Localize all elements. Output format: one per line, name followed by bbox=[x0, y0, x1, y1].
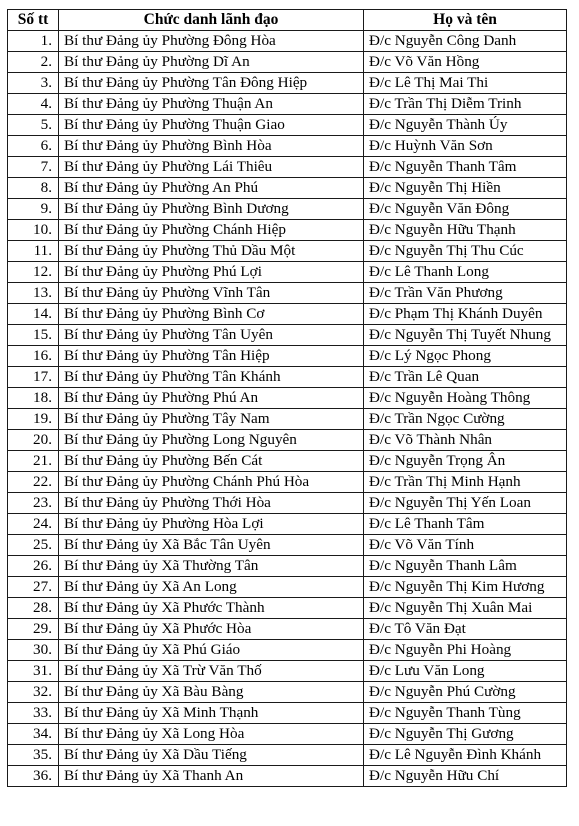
table-row bbox=[8, 94, 567, 115]
row-position-title: Bí thư Đảng ủy Xã Trừ Văn Thố bbox=[59, 661, 364, 682]
row-number: 8. bbox=[8, 178, 59, 199]
table-row bbox=[8, 325, 567, 346]
header-name: Họ và tên bbox=[364, 10, 567, 31]
row-number: 5. bbox=[8, 115, 59, 136]
row-position-title: Bí thư Đảng ủy Phường Bình Hòa bbox=[59, 136, 364, 157]
table-row bbox=[8, 220, 567, 241]
row-number: 3. bbox=[8, 73, 59, 94]
table-row bbox=[8, 682, 567, 703]
table-row bbox=[8, 367, 567, 388]
table-row bbox=[8, 535, 567, 556]
row-position-title: Bí thư Đảng ủy Phường Chánh Hiệp bbox=[59, 220, 364, 241]
table-row bbox=[8, 283, 567, 304]
row-position-title: Bí thư Đảng ủy Phường Đông Hòa bbox=[59, 31, 364, 52]
row-number: 22. bbox=[8, 472, 59, 493]
row-person-name: Đ/c Nguyễn Thị Thu Cúc bbox=[364, 241, 567, 262]
row-position-title: Bí thư Đảng ủy Phường Tân Uyên bbox=[59, 325, 364, 346]
row-number: 29. bbox=[8, 619, 59, 640]
row-person-name: Đ/c Trần Lê Quan bbox=[364, 367, 567, 388]
row-person-name: Đ/c Nguyễn Hữu Thạnh bbox=[364, 220, 567, 241]
row-number: 1. bbox=[8, 31, 59, 52]
row-position-title: Bí thư Đảng ủy Xã Bắc Tân Uyên bbox=[59, 535, 364, 556]
row-position-title: Bí thư Đảng ủy Phường Bình Dương bbox=[59, 199, 364, 220]
row-position-title: Bí thư Đảng ủy Phường Phú An bbox=[59, 388, 364, 409]
row-position-title: Bí thư Đảng ủy Phường Chánh Phú Hòa bbox=[59, 472, 364, 493]
table-row bbox=[8, 619, 567, 640]
table-row bbox=[8, 31, 567, 52]
row-person-name: Đ/c Huỳnh Văn Sơn bbox=[364, 136, 567, 157]
row-person-name: Đ/c Trần Thị Diễm Trinh bbox=[364, 94, 567, 115]
row-number: 16. bbox=[8, 346, 59, 367]
row-number: 11. bbox=[8, 241, 59, 262]
table-row bbox=[8, 661, 567, 682]
row-person-name: Đ/c Võ Văn Hồng bbox=[364, 52, 567, 73]
row-position-title: Bí thư Đảng ủy Phường Tân Khánh bbox=[59, 367, 364, 388]
header-title: Chức danh lãnh đạo bbox=[59, 10, 364, 31]
row-number: 4. bbox=[8, 94, 59, 115]
row-number: 21. bbox=[8, 451, 59, 472]
table-row bbox=[8, 178, 567, 199]
row-position-title: Bí thư Đảng ủy Phường Hòa Lợi bbox=[59, 514, 364, 535]
row-number: 9. bbox=[8, 199, 59, 220]
row-number: 17. bbox=[8, 367, 59, 388]
row-position-title: Bí thư Đảng ủy Xã Bàu Bàng bbox=[59, 682, 364, 703]
row-position-title: Bí thư Đảng ủy Xã Dầu Tiếng bbox=[59, 745, 364, 766]
row-position-title: Bí thư Đảng ủy Phường Vĩnh Tân bbox=[59, 283, 364, 304]
row-position-title: Bí thư Đảng ủy Xã Phước Hòa bbox=[59, 619, 364, 640]
row-number: 13. bbox=[8, 283, 59, 304]
row-person-name: Đ/c Nguyễn Thanh Tâm bbox=[364, 157, 567, 178]
table-row bbox=[8, 52, 567, 73]
table-row bbox=[8, 115, 567, 136]
row-person-name: Đ/c Nguyễn Hoàng Thông bbox=[364, 388, 567, 409]
row-number: 32. bbox=[8, 682, 59, 703]
row-person-name: Đ/c Lê Thanh Long bbox=[364, 262, 567, 283]
leadership-table bbox=[7, 9, 567, 787]
row-position-title: Bí thư Đảng ủy Xã Phước Thành bbox=[59, 598, 364, 619]
table-row bbox=[8, 598, 567, 619]
table-row bbox=[8, 346, 567, 367]
row-position-title: Bí thư Đảng ủy Xã Thanh An bbox=[59, 766, 364, 787]
row-position-title: Bí thư Đảng ủy Phường Tây Nam bbox=[59, 409, 364, 430]
row-number: 34. bbox=[8, 724, 59, 745]
row-person-name: Đ/c Nguyễn Thanh Lâm bbox=[364, 556, 567, 577]
table-row bbox=[8, 745, 567, 766]
table-row bbox=[8, 514, 567, 535]
row-person-name: Đ/c Tô Văn Đạt bbox=[364, 619, 567, 640]
table-row bbox=[8, 577, 567, 598]
row-number: 7. bbox=[8, 157, 59, 178]
row-position-title: Bí thư Đảng ủy Phường Bình Cơ bbox=[59, 304, 364, 325]
row-number: 19. bbox=[8, 409, 59, 430]
row-person-name: Đ/c Nguyễn Thị Gương bbox=[364, 724, 567, 745]
row-person-name: Đ/c Trần Ngọc Cường bbox=[364, 409, 567, 430]
row-position-title: Bí thư Đảng ủy Phường Tân Hiệp bbox=[59, 346, 364, 367]
row-person-name: Đ/c Nguyễn Hữu Chí bbox=[364, 766, 567, 787]
table-row bbox=[8, 262, 567, 283]
table-row bbox=[8, 640, 567, 661]
row-position-title: Bí thư Đảng ủy Phường Long Nguyên bbox=[59, 430, 364, 451]
header-stt: Số tt bbox=[8, 10, 59, 31]
row-position-title: Bí thư Đảng ủy Xã Thường Tân bbox=[59, 556, 364, 577]
row-position-title: Bí thư Đảng ủy Xã Phú Giáo bbox=[59, 640, 364, 661]
row-number: 26. bbox=[8, 556, 59, 577]
table-row bbox=[8, 451, 567, 472]
row-position-title: Bí thư Đảng ủy Phường An Phú bbox=[59, 178, 364, 199]
table-row bbox=[8, 388, 567, 409]
table-row bbox=[8, 703, 567, 724]
row-person-name: Đ/c Nguyễn Thanh Tùng bbox=[364, 703, 567, 724]
row-position-title: Bí thư Đảng ủy Phường Tân Đông Hiệp bbox=[59, 73, 364, 94]
row-number: 15. bbox=[8, 325, 59, 346]
row-person-name: Đ/c Lưu Văn Long bbox=[364, 661, 567, 682]
row-number: 30. bbox=[8, 640, 59, 661]
table-row bbox=[8, 409, 567, 430]
row-position-title: Bí thư Đảng ủy Phường Thuận An bbox=[59, 94, 364, 115]
row-position-title: Bí thư Đảng ủy Phường Phú Lợi bbox=[59, 262, 364, 283]
table-row bbox=[8, 556, 567, 577]
table-row bbox=[8, 73, 567, 94]
table-row bbox=[8, 724, 567, 745]
row-person-name: Đ/c Nguyễn Phú Cường bbox=[364, 682, 567, 703]
row-position-title: Bí thư Đảng ủy Xã Long Hòa bbox=[59, 724, 364, 745]
row-position-title: Bí thư Đảng ủy Phường Bến Cát bbox=[59, 451, 364, 472]
row-position-title: Bí thư Đảng ủy Phường Dĩ An bbox=[59, 52, 364, 73]
table-row bbox=[8, 157, 567, 178]
row-person-name: Đ/c Nguyễn Thành Úy bbox=[364, 115, 567, 136]
table-row bbox=[8, 304, 567, 325]
row-position-title: Bí thư Đảng ủy Phường Lái Thiêu bbox=[59, 157, 364, 178]
row-number: 27. bbox=[8, 577, 59, 598]
row-position-title: Bí thư Đảng ủy Phường Thủ Dầu Một bbox=[59, 241, 364, 262]
table-row bbox=[8, 199, 567, 220]
row-person-name: Đ/c Nguyễn Văn Đông bbox=[364, 199, 567, 220]
row-number: 18. bbox=[8, 388, 59, 409]
table-row bbox=[8, 472, 567, 493]
row-person-name: Đ/c Nguyễn Thị Kim Hương bbox=[364, 577, 567, 598]
row-number: 20. bbox=[8, 430, 59, 451]
row-person-name: Đ/c Nguyễn Thị Xuân Mai bbox=[364, 598, 567, 619]
table-row bbox=[8, 430, 567, 451]
row-person-name: Đ/c Lê Nguyễn Đình Khánh bbox=[364, 745, 567, 766]
row-number: 28. bbox=[8, 598, 59, 619]
table-row bbox=[8, 493, 567, 514]
row-number: 31. bbox=[8, 661, 59, 682]
row-position-title: Bí thư Đảng ủy Xã Minh Thạnh bbox=[59, 703, 364, 724]
row-number: 14. bbox=[8, 304, 59, 325]
row-person-name: Đ/c Trần Thị Minh Hạnh bbox=[364, 472, 567, 493]
row-person-name: Đ/c Nguyễn Công Danh bbox=[364, 31, 567, 52]
row-position-title: Bí thư Đảng ủy Phường Thới Hòa bbox=[59, 493, 364, 514]
row-person-name: Đ/c Nguyễn Trọng Ân bbox=[364, 451, 567, 472]
table-row bbox=[8, 241, 567, 262]
row-number: 10. bbox=[8, 220, 59, 241]
row-number: 23. bbox=[8, 493, 59, 514]
row-position-title: Bí thư Đảng ủy Xã An Long bbox=[59, 577, 364, 598]
row-number: 12. bbox=[8, 262, 59, 283]
table-row bbox=[8, 766, 567, 787]
table-body bbox=[8, 31, 567, 787]
table-row bbox=[8, 136, 567, 157]
row-position-title: Bí thư Đảng ủy Phường Thuận Giao bbox=[59, 115, 364, 136]
row-person-name: Đ/c Nguyễn Thị Yến Loan bbox=[364, 493, 567, 514]
row-person-name: Đ/c Nguyễn Thị Hiền bbox=[364, 178, 567, 199]
row-number: 35. bbox=[8, 745, 59, 766]
row-number: 25. bbox=[8, 535, 59, 556]
row-number: 2. bbox=[8, 52, 59, 73]
row-person-name: Đ/c Lê Thị Mai Thi bbox=[364, 73, 567, 94]
row-person-name: Đ/c Võ Thành Nhân bbox=[364, 430, 567, 451]
table-header bbox=[8, 10, 567, 31]
header-row bbox=[8, 10, 567, 31]
row-person-name: Đ/c Trần Văn Phương bbox=[364, 283, 567, 304]
row-person-name: Đ/c Nguyễn Phi Hoàng bbox=[364, 640, 567, 661]
row-number: 36. bbox=[8, 766, 59, 787]
row-number: 6. bbox=[8, 136, 59, 157]
row-person-name: Đ/c Phạm Thị Khánh Duyên bbox=[364, 304, 567, 325]
row-person-name: Đ/c Lê Thanh Tâm bbox=[364, 514, 567, 535]
row-person-name: Đ/c Lý Ngọc Phong bbox=[364, 346, 567, 367]
row-person-name: Đ/c Võ Văn Tính bbox=[364, 535, 567, 556]
row-number: 33. bbox=[8, 703, 59, 724]
row-person-name: Đ/c Nguyễn Thị Tuyết Nhung bbox=[364, 325, 567, 346]
row-number: 24. bbox=[8, 514, 59, 535]
